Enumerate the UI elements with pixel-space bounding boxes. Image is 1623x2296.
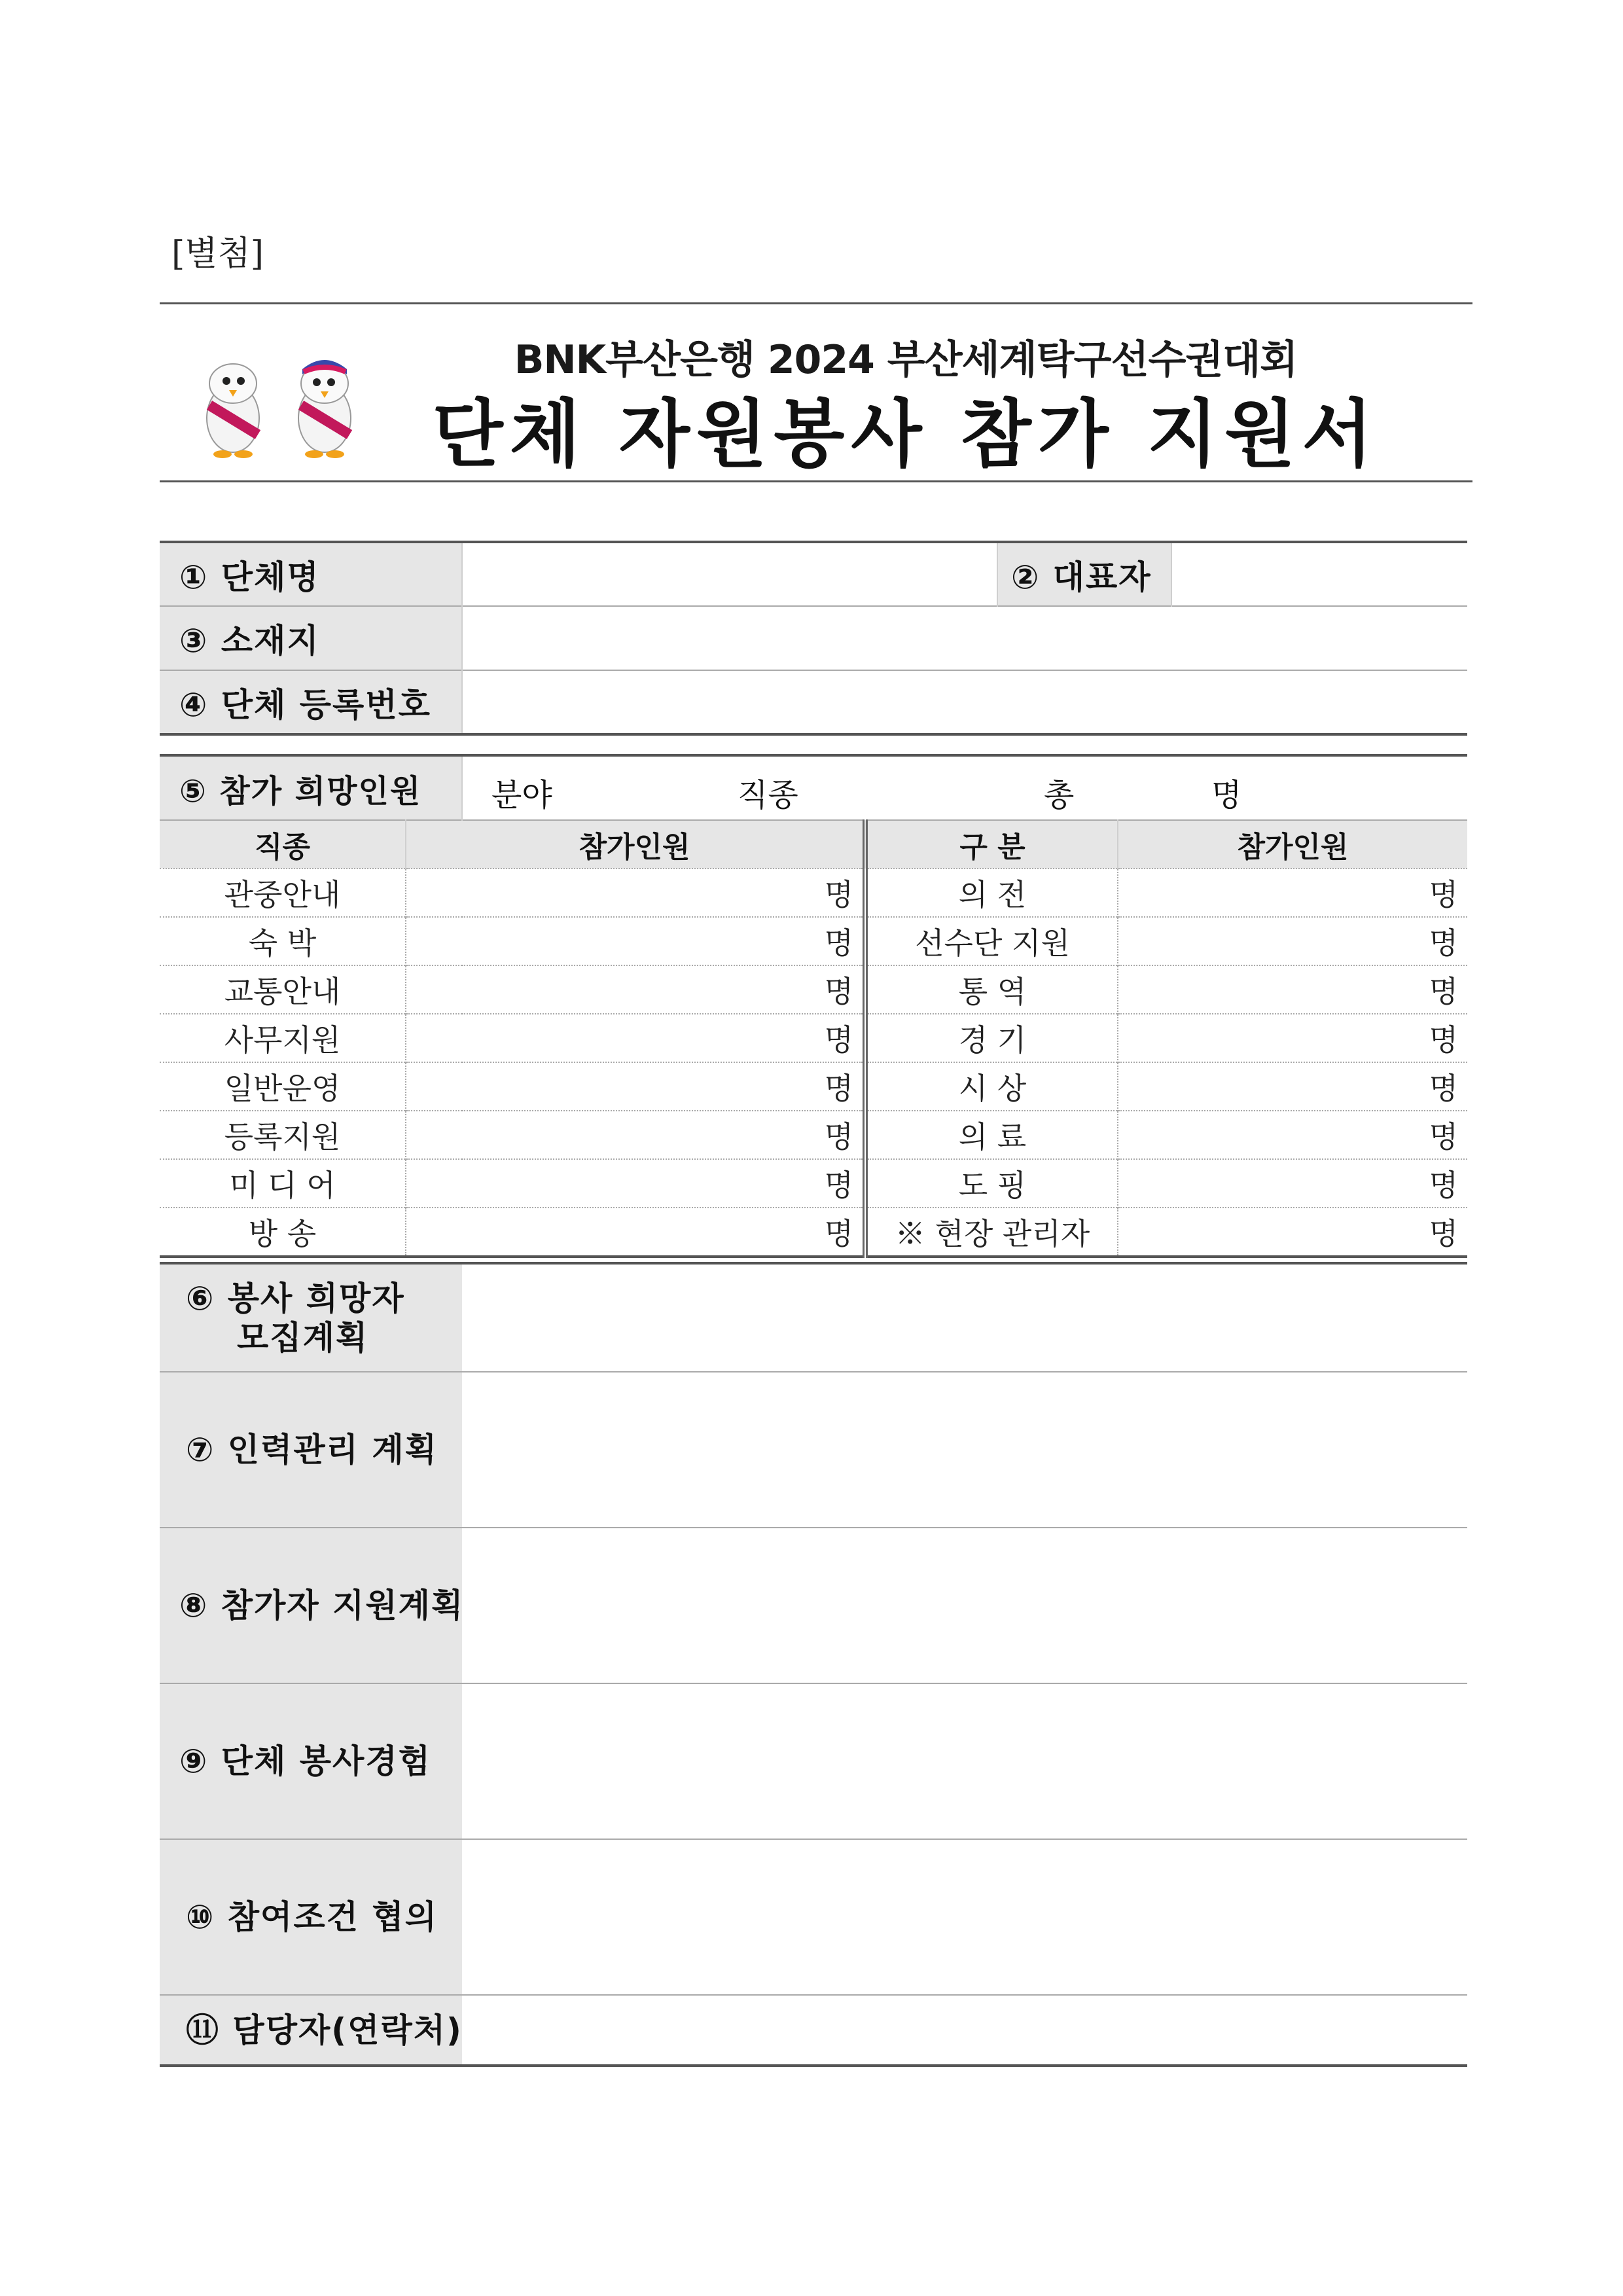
recruit-plan-field[interactable] bbox=[462, 1263, 1467, 1372]
count-field[interactable]: 명 bbox=[406, 965, 865, 1014]
manpower-plan-field[interactable] bbox=[462, 1372, 1467, 1528]
org-name-label: ① 단체명 bbox=[160, 542, 462, 606]
manpower-plan-label: ⑦ 인력관리 계획 bbox=[160, 1372, 462, 1528]
registration-label: ④ 단체 등록번호 bbox=[160, 670, 462, 734]
category-item: 통 역 bbox=[865, 965, 1118, 1014]
job-item: 방 송 bbox=[160, 1208, 406, 1257]
count-field[interactable]: 명 bbox=[1118, 869, 1467, 917]
support-plan-label: ⑧ 참가자 지원계획 bbox=[160, 1528, 462, 1683]
count-field[interactable]: 명 bbox=[1118, 1208, 1467, 1257]
document-title: 단체 자원봉사 참가 지원서 bbox=[432, 392, 1380, 477]
count-field[interactable]: 명 bbox=[406, 1111, 865, 1159]
count-field[interactable]: 명 bbox=[406, 1208, 865, 1257]
plan-table bbox=[160, 1262, 1467, 2067]
header-bottom-rule bbox=[160, 480, 1472, 482]
job-item: 교통안내 bbox=[160, 965, 406, 1014]
mascot-icon bbox=[181, 343, 377, 461]
registration-field[interactable] bbox=[462, 670, 1467, 734]
count-field[interactable]: 명 bbox=[1118, 1014, 1467, 1062]
count-field[interactable]: 명 bbox=[406, 1062, 865, 1111]
category-item: 경 기 bbox=[865, 1014, 1118, 1062]
org-name-field[interactable] bbox=[462, 542, 997, 606]
experience-label: ⑨ 단체 봉사경험 bbox=[160, 1683, 462, 1839]
attachment-label: [별첨] bbox=[171, 234, 264, 274]
participants-table bbox=[160, 754, 1467, 1258]
total-unit: 명 bbox=[1211, 777, 1242, 814]
job-item: 미 디 어 bbox=[160, 1159, 406, 1208]
support-plan-field[interactable] bbox=[462, 1528, 1467, 1683]
recruit-plan-label bbox=[160, 1263, 462, 1372]
category-item: 의 료 bbox=[865, 1111, 1118, 1159]
category-item: 시 상 bbox=[865, 1062, 1118, 1111]
participants-summary bbox=[462, 755, 1467, 820]
representative-label: ② 대표자 bbox=[997, 542, 1171, 606]
job-item: 숙 박 bbox=[160, 917, 406, 965]
category-item: ※ 현장 관리자 bbox=[865, 1208, 1118, 1257]
recruit-plan-label-line2: 모집계획 bbox=[237, 1318, 369, 1357]
address-label: ③ 소재지 bbox=[160, 606, 462, 670]
count-field[interactable]: 명 bbox=[1118, 965, 1467, 1014]
col-header-job: 직종 bbox=[160, 820, 406, 869]
participants-label: ⑤ 참가 희망인원 bbox=[160, 755, 462, 820]
count-field[interactable]: 명 bbox=[406, 917, 865, 965]
conditions-field[interactable] bbox=[462, 1839, 1467, 1995]
count-field[interactable]: 명 bbox=[406, 869, 865, 917]
recruit-plan-label-line1: ⑥ 봉사 희망자 bbox=[186, 1279, 405, 1318]
count-field[interactable]: 명 bbox=[1118, 917, 1467, 965]
basic-info-table bbox=[160, 541, 1467, 736]
category-item: 도 핑 bbox=[865, 1159, 1118, 1208]
count-field[interactable]: 명 bbox=[406, 1159, 865, 1208]
conditions-label: ⑩ 참여조건 협의 bbox=[160, 1839, 462, 1995]
count-field[interactable]: 명 bbox=[1118, 1159, 1467, 1208]
count-field[interactable]: 명 bbox=[1118, 1111, 1467, 1159]
col-header-category: 구 분 bbox=[865, 820, 1118, 869]
representative-field[interactable] bbox=[1171, 542, 1467, 606]
event-subtitle: BNK부산은행 2024 부산세계탁구선수권대회 bbox=[514, 337, 1298, 383]
count-field[interactable]: 명 bbox=[1118, 1062, 1467, 1111]
document-header bbox=[160, 304, 1472, 480]
col-header-count-right: 참가인원 bbox=[1118, 820, 1467, 869]
job-item: 일반운영 bbox=[160, 1062, 406, 1111]
address-field[interactable] bbox=[462, 606, 1467, 670]
experience-field[interactable] bbox=[462, 1683, 1467, 1839]
col-header-count-left: 참가인원 bbox=[406, 820, 865, 869]
job-label: 직종 bbox=[738, 777, 798, 814]
contact-label: ⑪ 담당자(연락처) bbox=[160, 1995, 462, 2066]
total-label: 총 bbox=[1044, 777, 1075, 814]
category-item: 의 전 bbox=[865, 869, 1118, 917]
count-field[interactable]: 명 bbox=[406, 1014, 865, 1062]
job-item: 사무지원 bbox=[160, 1014, 406, 1062]
job-item: 등록지원 bbox=[160, 1111, 406, 1159]
contact-field[interactable] bbox=[462, 1995, 1467, 2066]
field-label: 분야 bbox=[491, 777, 552, 814]
category-item: 선수단 지원 bbox=[865, 917, 1118, 965]
job-item: 관중안내 bbox=[160, 869, 406, 917]
